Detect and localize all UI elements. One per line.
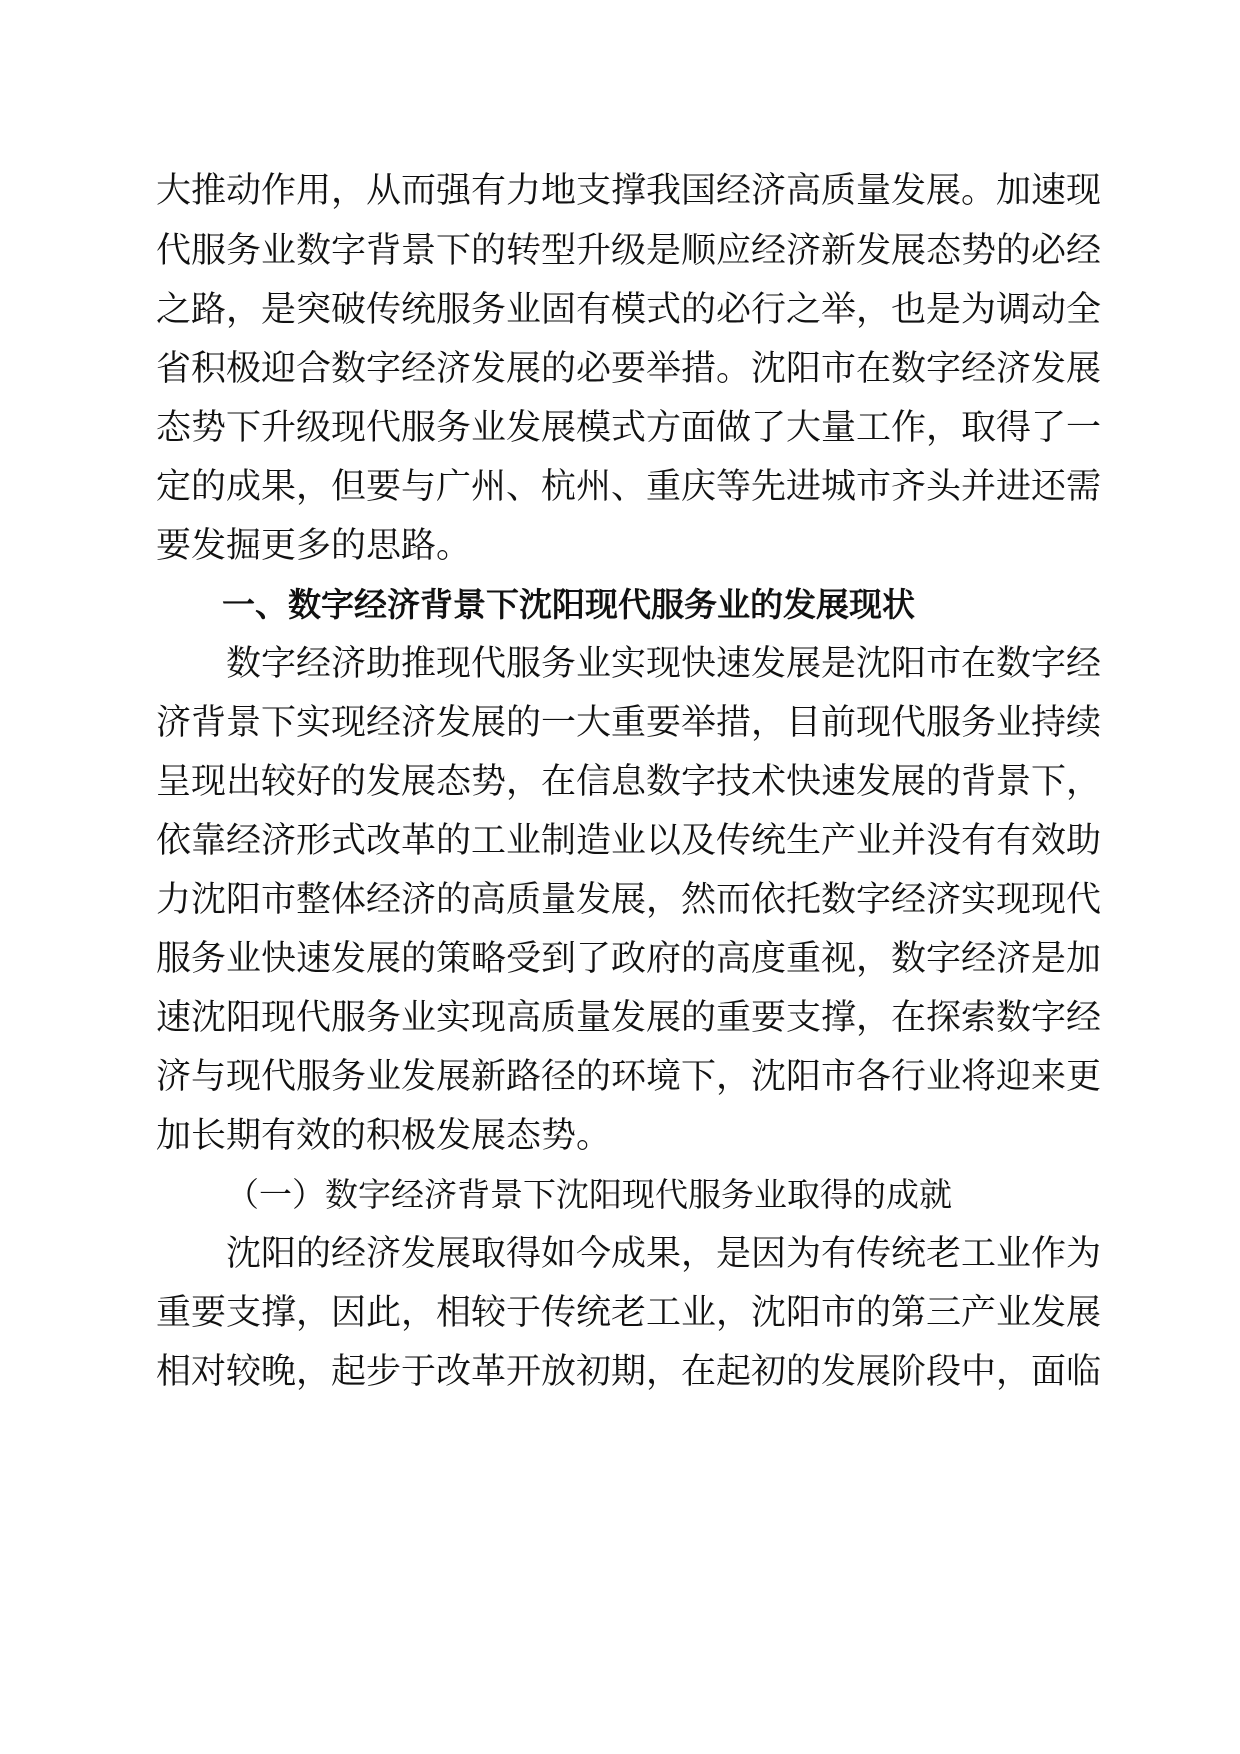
paragraph-first-line: 数字经济助推现代服务业实现快速发展是沈阳市在数字经 [226,644,1102,684]
text-line: 相对较晚，起步于改革开放初期，在起初的发展阶段中，面临 [156,1352,1102,1392]
text-line: 定的成果，但要与广州、杭州、重庆等先进城市齐头并进还需 [156,467,1102,507]
text-line: 之路，是突破传统服务业固有模式的必行之举，也是为调动全 [156,290,1102,330]
subsection-heading: （一）数字经济背景下沈阳现代服务业取得的成就 [226,1175,952,1214]
text-line: 速沈阳现代服务业实现高质量发展的重要支撑，在探索数字经 [156,998,1102,1038]
text-line: 服务业快速发展的策略受到了政府的高度重视，数字经济是加 [156,939,1102,979]
text-line: 力沈阳市整体经济的高质量发展，然而依托数字经济实现现代 [156,880,1102,920]
text-line: 呈现出较好的发展态势，在信息数字技术快速发展的背景下， [156,762,1102,802]
paragraph-first-line: 沈阳的经济发展取得如今成果，是因为有传统老工业作为 [226,1234,1102,1274]
text-line: 济与现代服务业发展新路径的环境下，沈阳市各行业将迎来更 [156,1057,1102,1097]
text-line: 态势下升级现代服务业发展模式方面做了大量工作，取得了一 [156,408,1102,448]
text-line: 重要支撑，因此，相较于传统老工业，沈阳市的第三产业发展 [156,1293,1102,1333]
text-line: 大推动作用，从而强有力地支撑我国经济高质量发展。加速现 [156,171,1102,211]
section-heading: 一、数字经济背景下沈阳现代服务业的发展现状 [222,585,915,624]
text-line: 依靠经济形式改革的工业制造业以及传统生产业并没有有效助 [156,821,1102,861]
text-line: 省积极迎合数字经济发展的必要举措。沈阳市在数字经济发展 [156,349,1102,389]
text-line: 加长期有效的积极发展态势。 [156,1116,612,1156]
text-line: 济背景下实现经济发展的一大重要举措，目前现代服务业持续 [156,703,1102,743]
text-line: 要发掘更多的思路。 [156,526,472,566]
text-line: 代服务业数字背景下的转型升级是顺应经济新发展态势的必经 [156,231,1102,271]
